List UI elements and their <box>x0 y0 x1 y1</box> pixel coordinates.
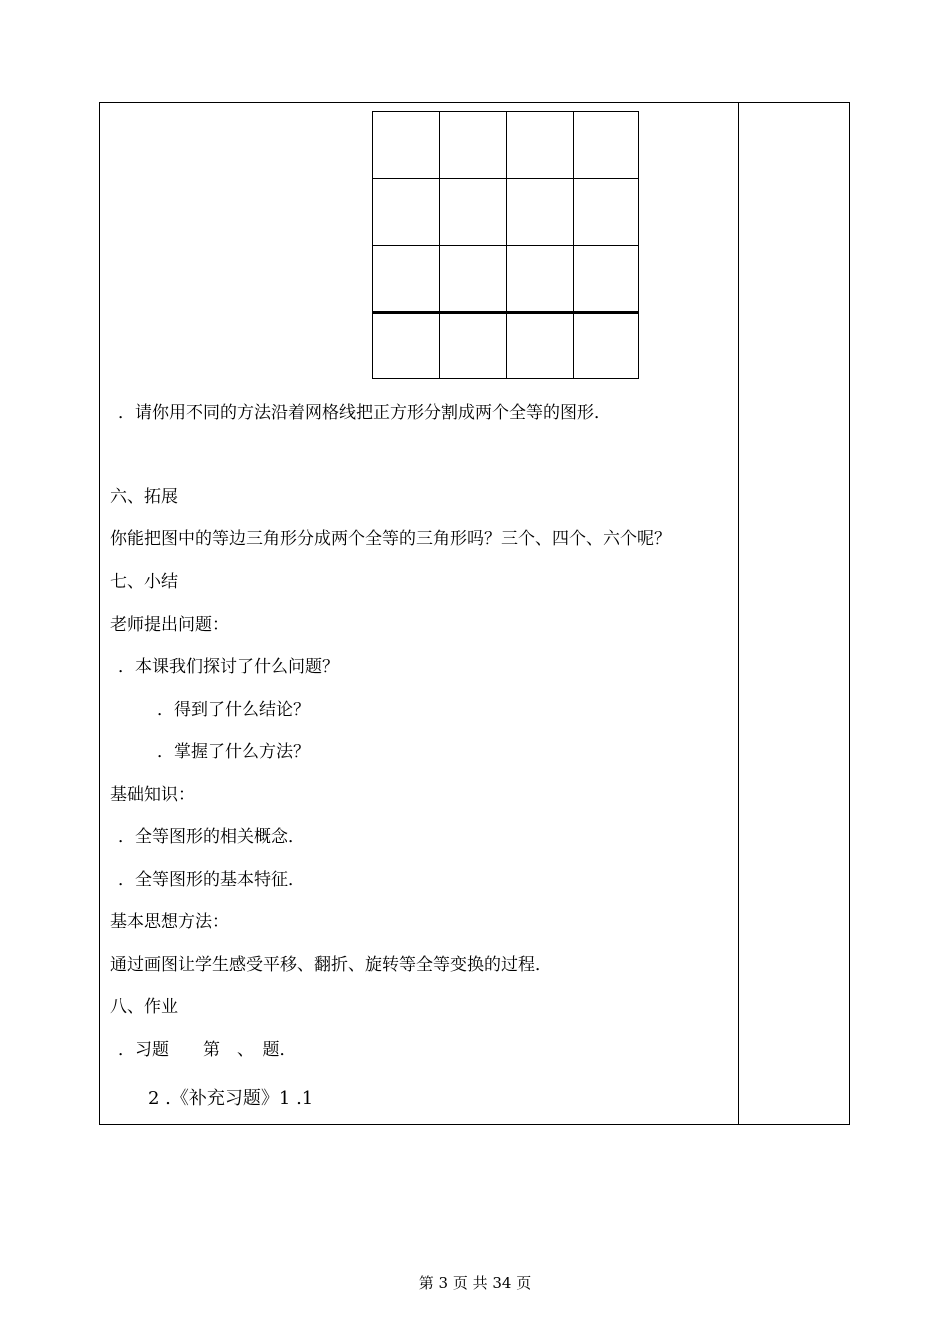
basic-knowledge-label: 基础知识： <box>110 785 195 805</box>
square-grid-figure <box>372 111 639 379</box>
summary-item-3: ．掌握了什么方法？ <box>157 742 310 762</box>
table-column-divider <box>738 102 739 1125</box>
method-description: 通过画图让学生感受平移、翻折、旋转等全等变换的过程． <box>110 955 552 975</box>
homework-item-2: 2 .《补充习题》1 .1 <box>148 1088 314 1109</box>
knowledge-item-1: ．全等图形的相关概念． <box>118 827 305 847</box>
question-line: ．请你用不同的方法沿着网格线把正方形分割成两个全等的图形． <box>118 403 611 423</box>
grid-hline-3-bold <box>373 311 638 314</box>
page-number-footer: 第 3 页 共 34 页 <box>418 1274 532 1292</box>
grid-hline-1 <box>373 178 638 180</box>
section-heading-summary: 七、小结 <box>110 572 178 592</box>
homework-item-1: ．习题 第 、 题． <box>118 1040 297 1060</box>
grid-hline-2 <box>373 245 638 247</box>
teacher-question-label: 老师提出问题： <box>110 615 229 635</box>
section-heading-homework: 八、作业 <box>110 997 178 1017</box>
summary-item-2: ．得到了什么结论？ <box>157 700 310 720</box>
knowledge-item-2: ．全等图形的基本特征． <box>118 870 305 890</box>
extension-question: 你能把图中的等边三角形分成两个全等的三角形吗？三个、四个、六个呢？ <box>110 529 671 549</box>
section-heading-extension: 六、拓展 <box>110 487 178 507</box>
summary-item-1: ．本课我们探讨了什么问题？ <box>118 657 339 677</box>
method-label: 基本思想方法： <box>110 912 229 932</box>
